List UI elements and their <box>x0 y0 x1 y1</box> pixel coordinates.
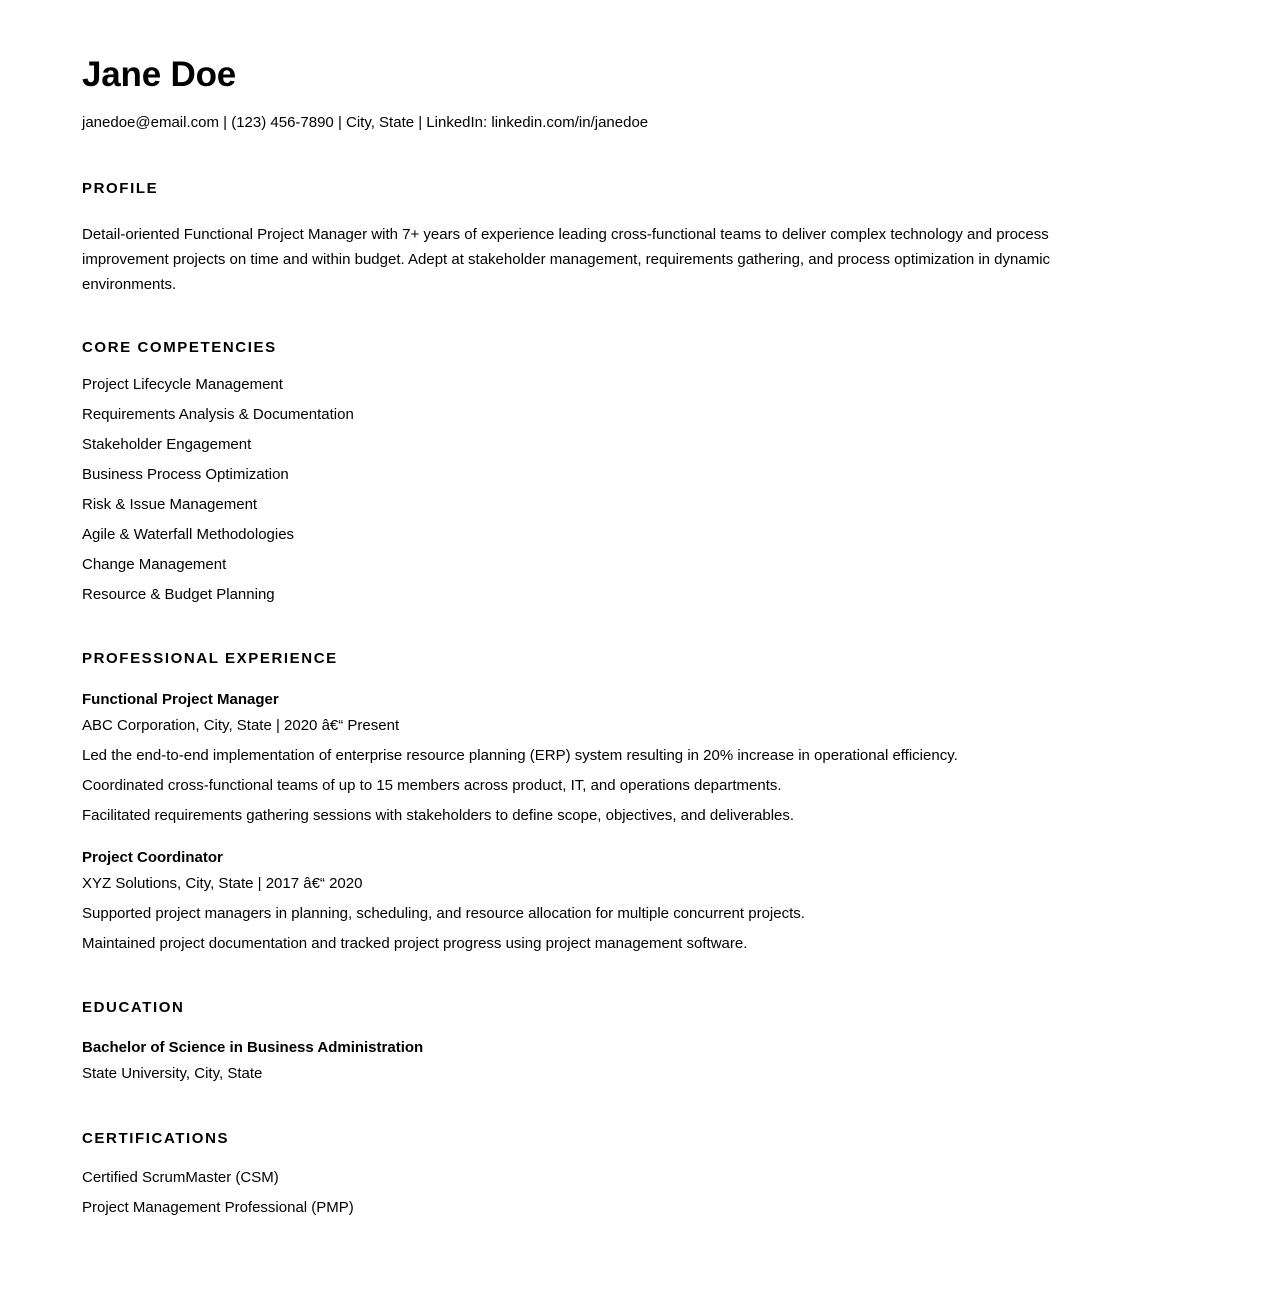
section-core-competencies <box>82 339 1198 605</box>
job-responsibility-list <box>82 904 1198 954</box>
page-title: Jane Doe <box>82 55 237 94</box>
section-education <box>82 999 1198 1084</box>
experience-entry <box>82 690 1198 826</box>
job-company-dates: ABC Corporation, City, State | 2020 â€“ Present <box>82 716 400 734</box>
section-heading-education: EDUCATION <box>82 998 185 1016</box>
education-degree: Bachelor of Science in Business Administration <box>82 1038 424 1056</box>
job-company-dates: XYZ Solutions, City, State | 2017 â€“ 2020 <box>82 874 363 892</box>
section-heading-profile: PROFILE <box>82 179 159 197</box>
list-item: Led the end-to-end implementation of enterprise resource planning (ERP) system resulting in 20% increase in operational efficiency. <box>82 746 958 764</box>
list-item: Business Process Optimization <box>82 465 289 483</box>
job-title: Project Coordinator <box>82 848 223 866</box>
competency-list <box>82 375 1198 605</box>
experience-entry <box>82 848 1198 954</box>
list-item: Change Management <box>82 555 227 573</box>
list-item: Project Management Professional (PMP) <box>82 1198 354 1216</box>
list-item: Facilitated requirements gathering sessions with stakeholders to define scope, objectives, and deliverables. <box>82 806 795 824</box>
job-responsibility-list <box>82 746 1198 826</box>
section-certifications <box>82 1130 1198 1218</box>
list-item: Stakeholder Engagement <box>82 435 252 453</box>
education-school: State University, City, State <box>82 1064 263 1082</box>
list-item: Certified ScrumMaster (CSM) <box>82 1168 279 1186</box>
section-heading-professional-experience: PROFESSIONAL EXPERIENCE <box>82 649 338 667</box>
certification-list <box>82 1168 1198 1218</box>
profile-summary-text: Detail-oriented Functional Project Manager with 7+ years of experience leading cross-functional teams to deliver complex technology and process improvement projects on time and within budget. Adept at stakeholder management, requirements gathering, and process optimization in dynamic environments. <box>82 225 1051 293</box>
job-title: Functional Project Manager <box>82 690 279 708</box>
list-item: Resource & Budget Planning <box>82 585 275 603</box>
list-item: Maintained project documentation and tracked project progress using project management software. <box>82 934 748 952</box>
list-item: Supported project managers in planning, scheduling, and resource allocation for multiple concurrent projects. <box>82 904 805 922</box>
list-item: Risk & Issue Management <box>82 495 258 513</box>
section-professional-experience <box>82 650 1198 954</box>
list-item: Coordinated cross-functional teams of up to 15 members across product, IT, and operations departments. <box>82 776 782 794</box>
section-heading-certifications: CERTIFICATIONS <box>82 1129 230 1147</box>
section-profile <box>82 180 1198 297</box>
list-item: Project Lifecycle Management <box>82 375 283 393</box>
contact-line: janedoe@email.com | (123) 456-7890 | City, State | LinkedIn: linkedin.com/in/janedoe <box>82 114 649 132</box>
list-item: Agile & Waterfall Methodologies <box>82 525 295 543</box>
section-heading-core-competencies: CORE COMPETENCIES <box>82 338 277 356</box>
list-item: Requirements Analysis & Documentation <box>82 405 354 423</box>
